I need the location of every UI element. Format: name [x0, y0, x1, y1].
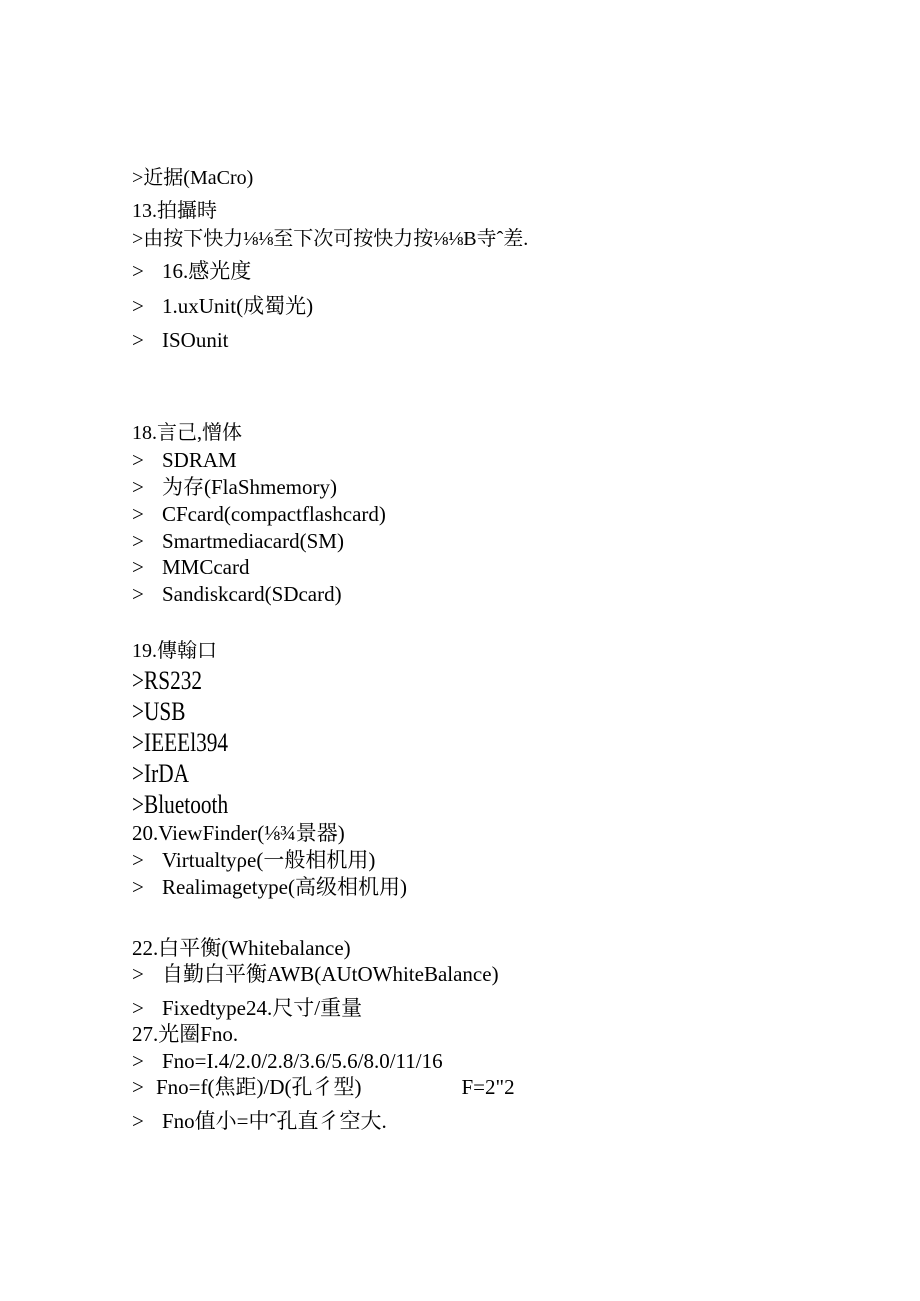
line-awb: > 自勤白平衡AWB(AUtOWhiteBalance)	[132, 962, 499, 986]
line-virtual-type: > Virtualtyρe(一般相机用)	[132, 848, 376, 872]
formula-f-value: F=2"2	[461, 1075, 515, 1099]
line-macro: >近据(MaCro)	[132, 167, 254, 189]
line-real-image-type: > Realimagetype(高级相机用)	[132, 875, 407, 899]
heading-shooting-time: 13.拍攝時	[132, 200, 217, 222]
line-irda: >IrDA	[132, 759, 190, 788]
heading-transfer-port: 19.傳翰口	[132, 640, 217, 662]
line-sdram: > SDRAM	[132, 448, 237, 472]
line-fno-formula: > Fno=f(焦距)/D(孔彳型) F=2"2	[132, 1075, 515, 1099]
line-rs232: >RS232	[132, 666, 203, 695]
line-iso-unit: > ISOunit	[132, 328, 229, 352]
line-ieee1394: >IEEEl394	[132, 728, 229, 757]
line-bluetooth: >Bluetooth	[132, 790, 229, 819]
heading-white-balance: 22.白平衡(Whitebalance)	[132, 936, 351, 960]
line-fno-values: > Fno=I.4/2.0/2.8/3.6/5.6/8.0/11/16	[132, 1049, 443, 1073]
heading-sensitivity: > 16.感光度	[132, 259, 252, 283]
heading-memory: 18.言己,憎体	[132, 422, 242, 444]
line-mmc-card: > MMCcard	[132, 555, 250, 579]
line-flash-memory: > 为存(FlaShmemory)	[132, 475, 337, 499]
line-lux-unit: > 1.uxUnit(成蜀光)	[132, 294, 314, 318]
line-fno-small: > Fno值小=中ˆ孔直彳空大.	[132, 1109, 387, 1133]
heading-viewfinder: 20.ViewFinder(⅛¾景器)	[132, 821, 345, 845]
line-cf-card: > CFcard(compactflashcard)	[132, 502, 386, 526]
line-fixed-type: > Fixedtype24.尺寸/重量	[132, 996, 363, 1020]
line-sd-card: > Sandiskcard(SDcard)	[132, 582, 342, 606]
line-usb: >USB	[132, 697, 186, 726]
heading-aperture: 27.光圈Fno.	[132, 1022, 239, 1046]
line-shutter-lag: >由按下快力⅛⅛至下次可按快力按⅛⅛B寺ˆ差.	[132, 228, 529, 250]
line-smartmedia-card: > Smartmediacard(SM)	[132, 529, 344, 553]
